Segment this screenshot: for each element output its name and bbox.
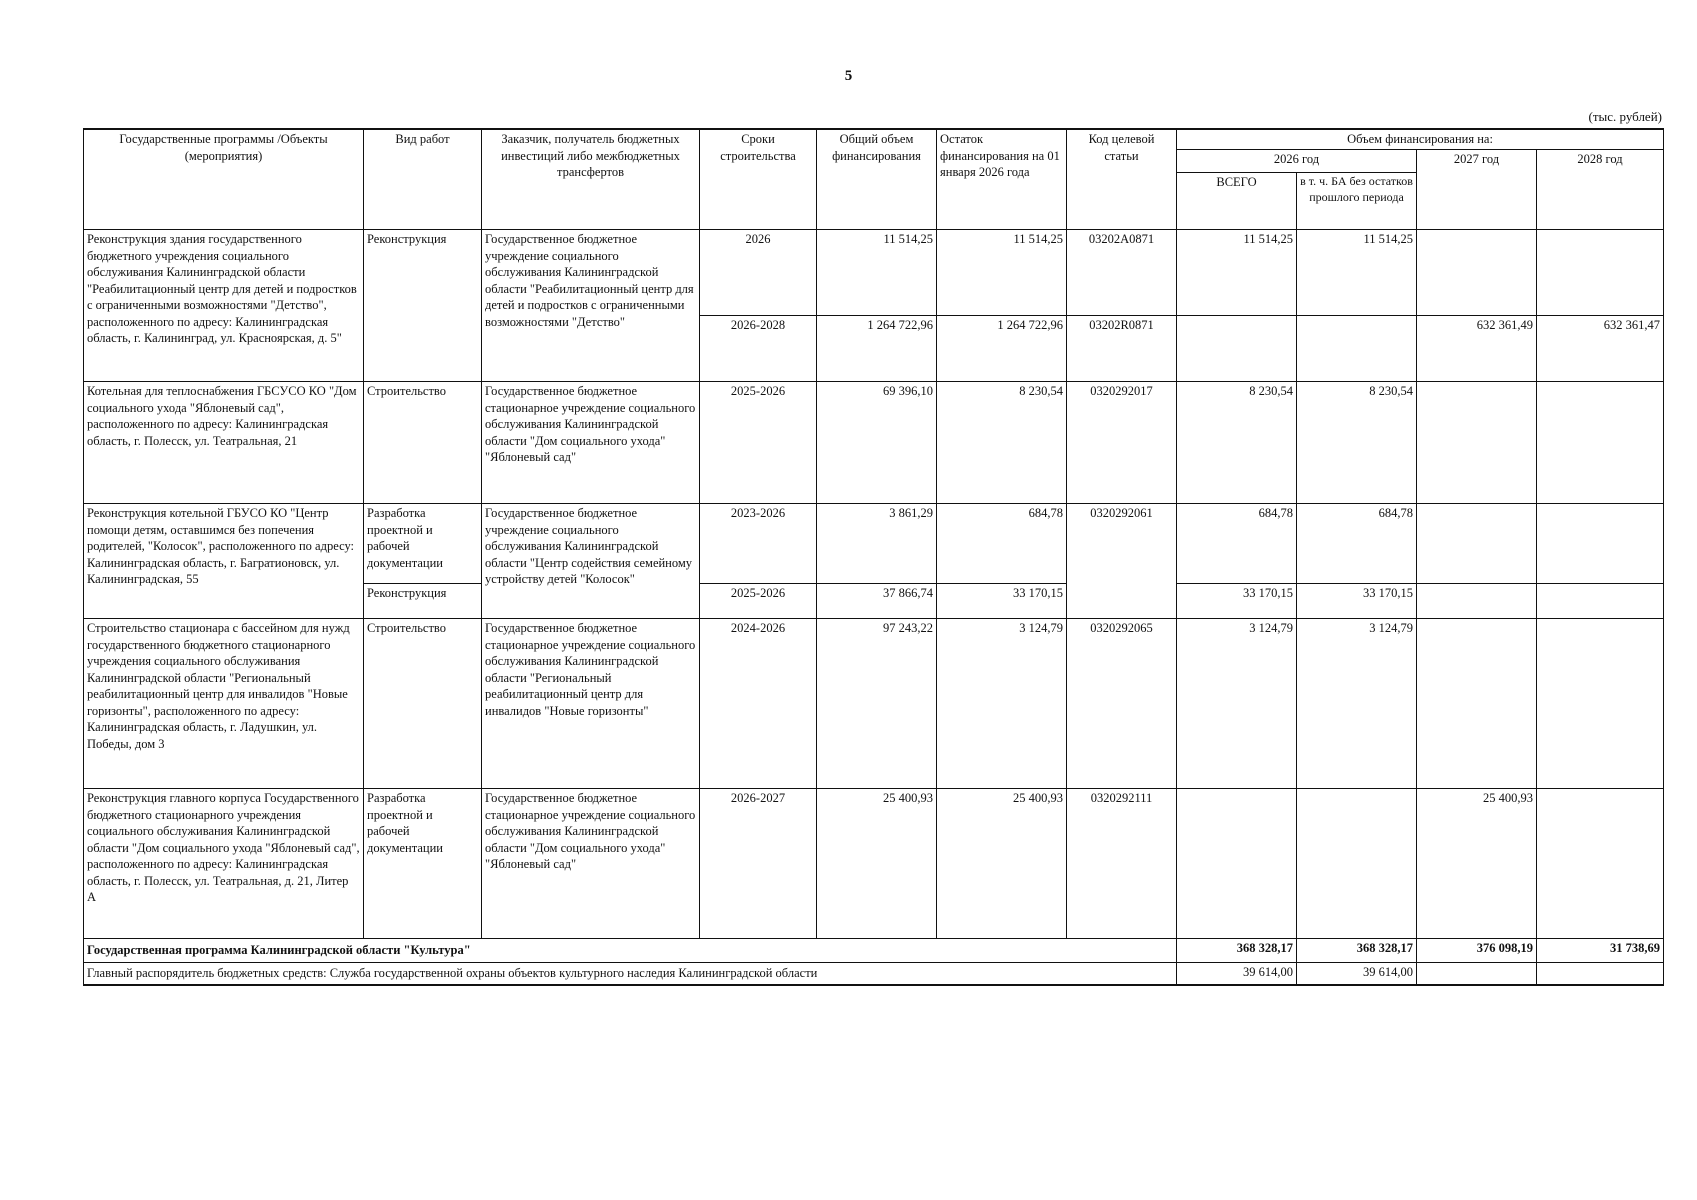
amount-2028 <box>1537 504 1664 584</box>
header-funding-volume: Объем финансирования на: <box>1177 129 1664 150</box>
remaining-amount: 33 170,15 <box>937 584 1067 619</box>
remaining-amount: 11 514,25 <box>937 230 1067 316</box>
header-remaining: Остаток финансирования на 01 января 2026 года <box>937 129 1067 230</box>
amount-2026-total: 11 514,25 <box>1177 230 1297 316</box>
construction-period: 2025-2026 <box>700 584 817 619</box>
construction-period: 2026-2028 <box>700 316 817 382</box>
total-volume: 11 514,25 <box>817 230 937 316</box>
header-year-2026: 2026 год <box>1177 150 1417 173</box>
amount-2027: 632 361,49 <box>1417 316 1537 382</box>
remaining-amount: 25 400,93 <box>937 789 1067 939</box>
manager-label: Главный распорядитель бюджетных средств: Служба государственной охраны объектов культурного наследия Калининградской области <box>84 963 1177 985</box>
amount-2026-ba: 33 170,15 <box>1297 584 1417 619</box>
work-type: Разработка проектной и рабочей документации <box>364 504 482 584</box>
header-work-type: Вид работ <box>364 129 482 230</box>
program-total-label: Государственная программа Калининградской области "Культура" <box>84 939 1177 963</box>
manager-2026: 39 614,00 <box>1177 963 1297 985</box>
amount-2026-total: 3 124,79 <box>1177 619 1297 789</box>
work-type: Строительство <box>364 619 482 789</box>
target-code: 0320292061 <box>1067 504 1177 619</box>
customer-name: Государственное бюджетное учреждение социального обслуживания Калининградской области "Центр содействия семейному устройству детей "Колосок" <box>482 504 700 619</box>
target-code: 03202A0871 <box>1067 230 1177 316</box>
customer-name: Государственное бюджетное учреждение социального обслуживания Калининградской области "Реабилитационный центр для детей и подростков с ограниченными возможностями "Детство" <box>482 230 700 382</box>
target-code: 0320292065 <box>1067 619 1177 789</box>
amount-2027 <box>1417 504 1537 584</box>
program-name: Котельная для теплоснабжения ГБСУСО КО "Дом социального ухода "Яблоневый сад", расположенного по адресу: Калининградская область, г. Полесск, ул. Театральная, 21 <box>84 382 364 504</box>
amount-2028 <box>1537 619 1664 789</box>
manager-2028 <box>1537 963 1664 985</box>
total-2027: 376 098,19 <box>1417 939 1537 963</box>
total-volume: 97 243,22 <box>817 619 937 789</box>
program-name: Реконструкция главного корпуса Государственного бюджетного стационарного учреждения социального обслуживания Калининградской области "Дом социального ухода "Яблоневый сад", расположенного по адресу: Калининградская область, г. Полесск, ул. Театральная, д. 21, Литер А <box>84 789 364 939</box>
total-volume: 1 264 722,96 <box>817 316 937 382</box>
program-name: Строительство стационара с бассейном для нужд государственного бюджетного стационарного учреждения социального обслуживания Калининградской области "Региональный реабилитационный центр для инвалидов "Новые горизонты", расположенного по адресу: Калининградская область, г. Ладушкин, ул. Победы, дом 3 <box>84 619 364 789</box>
manager-row <box>84 963 1664 985</box>
total-volume: 69 396,10 <box>817 382 937 504</box>
header-year-2028: 2028 год <box>1537 150 1664 230</box>
amount-2027 <box>1417 584 1537 619</box>
table-row <box>84 504 1664 584</box>
work-type: Строительство <box>364 382 482 504</box>
amount-2026-total <box>1177 316 1297 382</box>
program-total-row <box>84 939 1664 963</box>
amount-2027: 25 400,93 <box>1417 789 1537 939</box>
amount-2026-total: 684,78 <box>1177 504 1297 584</box>
header-total-volume: Общий объем финансирования <box>817 129 937 230</box>
amount-2026-ba: 11 514,25 <box>1297 230 1417 316</box>
remaining-amount: 8 230,54 <box>937 382 1067 504</box>
header-customer: Заказчик, получатель бюджетных инвестиций либо межбюджетных трансфертов <box>482 129 700 230</box>
amount-2028 <box>1537 584 1664 619</box>
units-label: (тыс. рублей) <box>1588 109 1662 124</box>
table-row <box>84 382 1664 504</box>
table-row <box>84 230 1664 316</box>
amount-2027 <box>1417 619 1537 789</box>
header-construction-period: Сроки строительства <box>700 129 817 230</box>
amount-2026-total <box>1177 789 1297 939</box>
work-type: Разработка проектной и рабочей документации <box>364 789 482 939</box>
table-row <box>84 789 1664 939</box>
total-2026: 368 328,17 <box>1177 939 1297 963</box>
amount-2026-total: 33 170,15 <box>1177 584 1297 619</box>
table-row <box>84 619 1664 789</box>
amount-2026-ba <box>1297 316 1417 382</box>
program-name: Реконструкция котельной ГБУСО КО "Центр помощи детям, оставшимся без попечения родителей, "Колосок", расположенного по адресу: Калининградская область, г. Багратионовск, ул. Калининградская, 55 <box>84 504 364 619</box>
total-volume: 3 861,29 <box>817 504 937 584</box>
remaining-amount: 3 124,79 <box>937 619 1067 789</box>
header-2026-ba: в т. ч. БА без остатков прошлого периода <box>1297 173 1417 230</box>
work-type: Реконструкция <box>364 584 482 619</box>
customer-name: Государственное бюджетное стационарное учреждение социального обслуживания Калининградской области "Региональный реабилитационный центр для инвалидов "Новые горизонты" <box>482 619 700 789</box>
remaining-amount: 684,78 <box>937 504 1067 584</box>
header-programs: Государственные программы /Объекты (мероприятия) <box>84 129 364 230</box>
target-code: 0320292017 <box>1067 382 1177 504</box>
customer-name: Государственное бюджетное стационарное учреждение социального обслуживания Калининградской области "Дом социального ухода" "Яблоневый сад" <box>482 382 700 504</box>
amount-2027 <box>1417 382 1537 504</box>
manager-2026-ba: 39 614,00 <box>1297 963 1417 985</box>
amount-2027 <box>1417 230 1537 316</box>
amount-2028: 632 361,47 <box>1537 316 1664 382</box>
target-code: 0320292111 <box>1067 789 1177 939</box>
construction-period: 2024-2026 <box>700 619 817 789</box>
amount-2026-ba: 8 230,54 <box>1297 382 1417 504</box>
construction-period: 2026-2027 <box>700 789 817 939</box>
construction-period: 2023-2026 <box>700 504 817 584</box>
construction-period: 2026 <box>700 230 817 316</box>
construction-period: 2025-2026 <box>700 382 817 504</box>
amount-2026-total: 8 230,54 <box>1177 382 1297 504</box>
total-volume: 25 400,93 <box>817 789 937 939</box>
header-year-2027: 2027 год <box>1417 150 1537 230</box>
budget-table <box>83 128 1664 986</box>
amount-2028 <box>1537 230 1664 316</box>
customer-name: Государственное бюджетное стационарное учреждение социального обслуживания Калининградской области "Дом социального ухода" "Яблоневый сад" <box>482 789 700 939</box>
amount-2028 <box>1537 789 1664 939</box>
target-code: 03202R0871 <box>1067 316 1177 382</box>
program-name: Реконструкция здания государственного бюджетного учреждения социального обслуживания Калининградской области "Реабилитационный центр для детей и подростков с ограниченными возможностями "Детство", расположенного по адресу: Калининградская область, г. Калининград, ул. Красноярская, д. 5" <box>84 230 364 382</box>
header-2026-total: ВСЕГО <box>1177 173 1297 230</box>
total-volume: 37 866,74 <box>817 584 937 619</box>
manager-2027 <box>1417 963 1537 985</box>
work-type: Реконструкция <box>364 230 482 382</box>
total-2028: 31 738,69 <box>1537 939 1664 963</box>
page-number: 5 <box>844 68 853 84</box>
amount-2026-ba: 3 124,79 <box>1297 619 1417 789</box>
amount-2026-ba <box>1297 789 1417 939</box>
total-2026-ba: 368 328,17 <box>1297 939 1417 963</box>
amount-2026-ba: 684,78 <box>1297 504 1417 584</box>
amount-2028 <box>1537 382 1664 504</box>
remaining-amount: 1 264 722,96 <box>937 316 1067 382</box>
header-target-code: Код целевой статьи <box>1067 129 1177 230</box>
